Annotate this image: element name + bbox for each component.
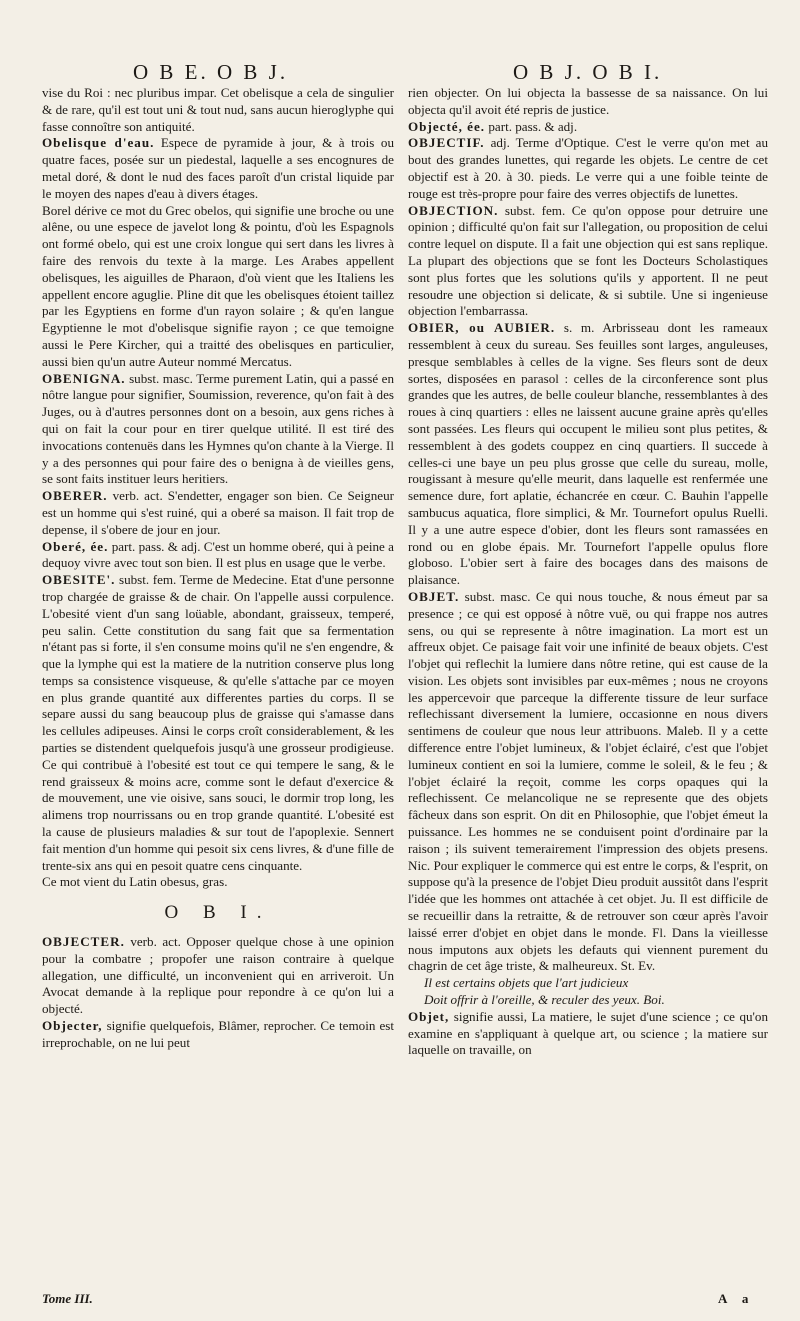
entry-headword: OBIER, ou AUBIER. (408, 320, 556, 336)
section-heading: O B I. (164, 902, 272, 924)
entry-etymology: Borel dérive ce mot du Grec obelos, qui signifie une broche ou une alêne, ou une espece de javelot long & pointu, d'où les Espagnols ont formé obelo, qui est une croix longue qui sert dans les livres à faire des renvois du texte à la marge. Les Arabes appellent obelisques, les aiguilles de Pharaon, d'où vient que les Italiens les appellent encore aguglie. Pline dit que les obelisques étoient taillez par les Egyptiens en forme d'un rayon solaire ; & qu'en langue Egyptienne le mot d'obelisque signifie rayon ; ce que temoigne aussi le Pere Kircher, qui a traitté des obelisques en particulier, aussi bien qu'un autre Auteur nommé Mercatus. (42, 202, 394, 369)
entry-body: adj. Terme d'Optique. C'est le verre qu'on met au bout des grandes lunettes, qui regarde les objets. Le centre de cet objectif est à 20. à 30. pieds. Le verre qui a une foible teinte de rouge est très-propre pour faire des verres objectifs de lunettes. (408, 135, 768, 201)
entry-objecter-2 (42, 1018, 394, 1052)
entry-headword: Oberé, ée. (42, 538, 109, 554)
verse-line: Doit offrir à l'oreille, & reculer des yeux. Boi. (424, 992, 665, 1008)
entry-objet (408, 589, 768, 975)
entry-headword: Objecter, (42, 1018, 103, 1034)
right-column (408, 85, 768, 1059)
verse-line: Il est certains objets que l'art judicieux (424, 975, 629, 991)
entry-body: verb. act. Opposer quelque chose à une opinion pour la combatre ; propofer une raison contraire à quelque allegation, une difficulté, un inconvenient qui en arriveroit. Un Avocat demande à la replique pour repondre à ce qu'on lui a objecté. (42, 934, 394, 1017)
entry-headword: OBENIGNA. (42, 370, 126, 386)
entry-body: verb. act. S'endetter, engager son bien. Ce Seigneur est un homme qui s'est ruiné, qui a oberé sa maison. Il fait trop de depense, il s'obere de jour en jour. (42, 488, 394, 537)
entry-obesite (42, 572, 394, 874)
entry-headword: OBJET. (408, 588, 460, 604)
entry-headword: Objecté, ée. (408, 118, 486, 134)
entry-objecte (408, 119, 768, 136)
entry-body: subst. masc. Terme purement Latin, qui a passé en nôtre langue pour signifier, Soumission, reverence, qu'on fait à des Juges, ou à d'autres personnes dont on a besoin, aux gens riches à qui on fait la cour pour en tirer quelque utilité. Il est tiré des invocations contenuës dans les Hymnes qu'on chante à la Vierge. Il y a des personnes qui pour faire des o benigna à de vieilles gens, se sont faits instituer leurs heritiers. (42, 370, 394, 487)
entry-headword: OBERER. (42, 488, 108, 504)
entry-body: signifie quelquefois, Blâmer, reprocher. Ce temoin est irreprochable, on ne lui peut (42, 1018, 394, 1050)
entry-body: Espece de pyramide à jour, & à trois ou quatre faces, posée sur un piedestal, laquelle a ses encognures de metal doré, & dont le nud des faces paroît d'un cristal liquide par le moyen des napes d'eau à divers étages. (42, 135, 394, 201)
entry-obier (408, 320, 768, 589)
entry-headword: OBJECTION. (408, 202, 499, 218)
entry-headword: Obelisque d'eau. (42, 135, 155, 151)
entry-etymology-obesus: Ce mot vient du Latin obesus, gras. (42, 874, 228, 890)
entry-obenigna (42, 371, 394, 489)
entry-continuation: vise du Roi : nec pluribus impar. Cet obelisque a cela de singulier & de rare, qu'il est tout uni & tout nud, sans aucun hieroglyphe qui fasse connoître son antiquité. (42, 85, 394, 134)
gathering-signature: A a (718, 1291, 755, 1306)
entry-headword: OBJECTIF. (408, 135, 485, 151)
entry-headword: OBJECTER. (42, 934, 125, 950)
entry-body: signifie aussi, La matiere, le sujet d'une science ; ce qu'on examine en s'appliquant à quelque art, ou science ; la matiere sur laquelle on travaille, on (408, 1008, 768, 1058)
entry-headword: OBESITE'. (42, 572, 116, 588)
entry-body: part. pass. & adj. (488, 118, 578, 134)
left-column (42, 85, 394, 1052)
running-head-left: O B E. O B J. (133, 60, 289, 84)
entry-objecter (42, 934, 394, 1018)
entry-body: subst. masc. Ce qui nous touche, & nous émeut par sa presence ; ce qui est opposé à nôtre vuë, ou qui frappe nos autres sens, ou qui se represente à nôtre imagination. La mort est un affreux objet. Ce paisage fait voir une infinité de beaux objets. C'est l'objet qui reflechit la lumiere dans nôtre retine, qui est cause de la vision. Les objets sont invisibles par eux-mêmes ; nous ne croyons les appercevoir que parceque la differente tissure de leur surface reflechissant diversement la lumiere, occasionne en nous divers sentimens de couleur que nous leur attribuons. Maleb. Il y a cette difference entre l'objet lumineux, & l'objet éclairé, c'est que l'objet lumineux contient en soi la lumiere, comme le soleil, & le feu ; & l'objet éclairé la reçoit, comme les corps opaques qui la reflechissent. Ce melancolique ne se represente que des objets fâcheux dans son esprit. On dit en Philosophie, que l'objet émeut la puissance. Les hommes ne se conduisent point d'ordinaire par la raison ; ils suivent temerairement l'impression des objets presens. Nic. Pour expliquer le commerce qui est entre le corps, & l'esprit, on suppose qu'à la presence de l'objet Dieu produit aussitôt dans l'esprit l'idée que les hommes ont attachée à cet objet. Ju. Il est difficile de se recueillir dans la retraitte, & de retrouver son cœur après l'avoir laissé errer d'objet en objet dans le monde. Fl. Dans la vieillesse nous imputons aux objets les defauts qui viennent purement du chagrin de cet âge triste, & malheureux. St. Ev. (408, 588, 768, 974)
entry-body: part. pass. & adj. C'est un homme oberé, qui à peine a dequoy vivre avec tout son bien. Il est plus en usage que le verbe. (42, 538, 394, 571)
entry-oberer (42, 488, 394, 538)
entry-body: s. m. Arbrisseau dont les rameaux ressemblent à ceux du sureau. Ses feuilles sont larges, anguleuses, presque semblables à celles de la vigne. Ses fleurs sont de deux sortes, disposées en parasol : celles de la circonference sont plus grandes que les autres, de belle couleur blanche, ressemblantes à des roues à cinq quartiers : elles ne laissent aucune graine après qu'elles sont passées. Les fleurs qui occupent le milieu sont plus petites, & ressemblent à des godets couppez en cinq quartiers. Il succede à celles-ci une baye un peu plus grosse que celle du sureau, molle, rougissant à mesure qu'elle meurit, dans laquelle est renfermée une semence dure, fort aplatie, échancrée en cœur. C. Bauhin l'appelle sambucus aquatica, flore simplici, & Mr. Tournefort opulus Ruelli. Il y a une autre espece d'obier, dont les fleurs sont ramassées en rond ou en globe épais. Mr. Tournefort l'appelle opulus flore globoso. L'obier sert à faire des bocages dans des maisons de plaisance. (408, 320, 768, 588)
entry-obere (42, 539, 394, 573)
entry-obelisque-deau (42, 135, 394, 202)
entry-headword: Objet, (408, 1008, 450, 1024)
running-head-right: O B J. O B I. (513, 60, 663, 84)
entry-objet-2 (408, 1009, 768, 1059)
entry-objection (408, 203, 768, 321)
entry-body: subst. fem. Terme de Medecine. Etat d'une personne trop chargée de graisse & de chair. On l'appelle aussi corpulence. L'obesité vient d'un sang loüable, abondant, graisseux, temperé, peu salin. Cette constitution du sang fait que sa fermentation n'étant pas si forte, il s'en consume moins qu'il ne s'en engendre, & que la lymphe qui est la matiere de la nutrition conserve plus long temps sa consistence visqueuse, & qu'elle s'attache par ce moyen en plus grande quantité aux differentes parties du corps. Il se separe aussi du sang beaucoup plus de graisse qui s'amasse dans les cellules adipeuses. Ainsi le corps croît considerablement, & les parties se distendent quelquefois jusqu'à une grosseur prodigieuse. Ce qui contribuë à l'obesité est tout ce qui tempere le sang, & le rend graisseux & moins acre, comme sont le defaut d'exercice & de mouvement, une vie oisive, sans souci, le dormir trop long, les alimens trop nourrissans ou en trop grande quantité. L'obesité est la cause de plusieurs maladies & sur tout de l'apoplexie. Sennert fait mention d'un homme qui pesoit six cens livres, & d'une fille de trente-six ans qui en pesoit quatre cens cinquante. (42, 572, 394, 873)
entry-objectif (408, 135, 768, 202)
entry-continuation: rien objecter. On lui objecta la bassesse de sa naissance. On lui objecta qu'il avoit été repris de justice. (408, 85, 768, 117)
volume-signature: Tome III. (42, 1291, 93, 1306)
entry-body: subst. fem. Ce qu'on oppose pour detruire une opinion ; difficulté qu'on fait sur l'allegation, ou proposition de celui contre lequel on dispute. Il a fait une objection qui est sans replique. La plupart des objections que se font les Docteurs Scholastiques sont plus fortes que les solutions qu'ils y apportent. Il ne peut resoudre une objection si delicate, & si subtile. Une si ingenieuse objection l'embarrassa. (408, 202, 768, 319)
